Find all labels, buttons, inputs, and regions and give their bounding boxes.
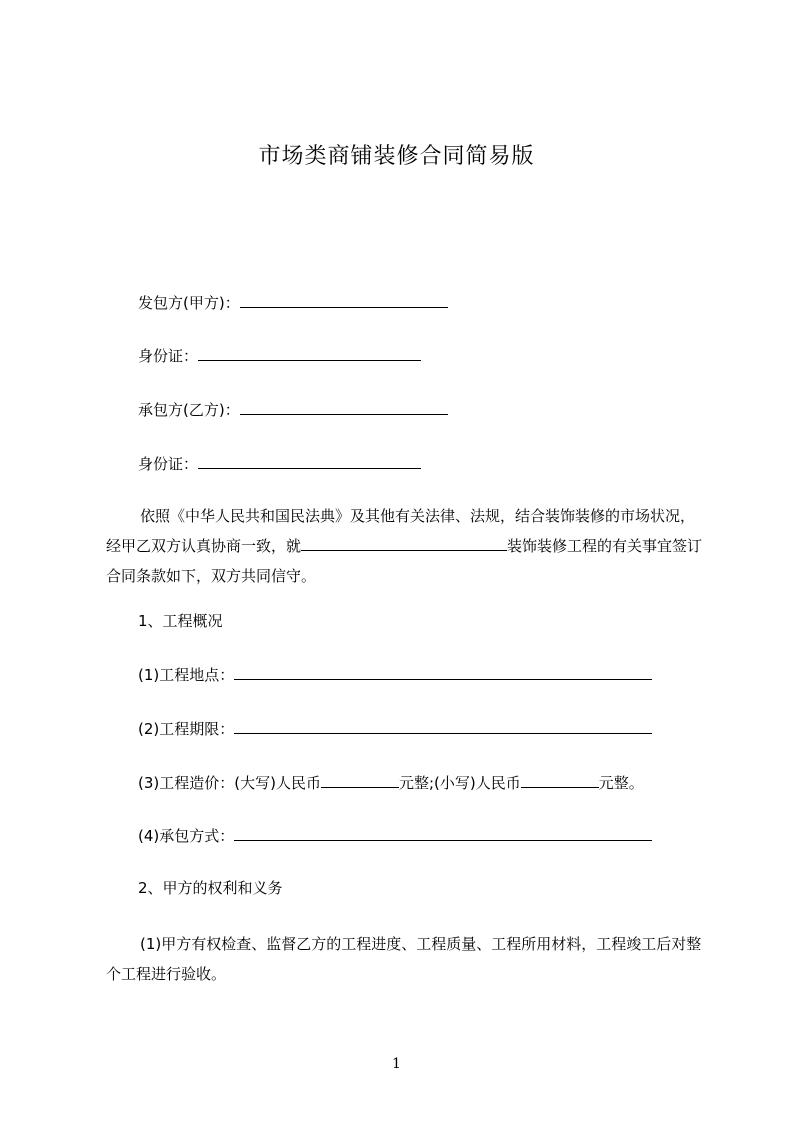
contract-method-field: [138, 824, 652, 847]
party-b-label: 承包方(乙方)：: [138, 401, 240, 419]
project-duration-field: [138, 717, 652, 740]
project-location-field: [138, 663, 652, 686]
cost-lowercase-blank[interactable]: [521, 771, 599, 788]
contract-method-label: (4)承包方式：: [138, 827, 235, 845]
cost-uppercase-blank[interactable]: [321, 771, 399, 788]
section-2-item-1: (1)甲方有权检查、监督乙方的工程进度、工程质量、工程所用材料，工程竣工后对整个工程进行验收。: [106, 935, 702, 983]
project-cost-mid: 元整;(小写)人民币: [398, 774, 521, 792]
project-location-blank[interactable]: [234, 663, 652, 680]
project-cost-label: (3)工程造价：(大写)人民币: [138, 774, 321, 792]
party-b-field: [138, 398, 448, 421]
project-duration-label: (2)工程期限：: [138, 720, 235, 738]
project-cost-field: [138, 771, 644, 794]
id-a-blank[interactable]: [198, 344, 421, 361]
id-b-label: 身份证：: [138, 455, 199, 473]
intro-text-2: 装饰装修工程的有关事宜签订合同条款如下，双方共同信守。: [106, 537, 703, 585]
party-a-field: [138, 291, 448, 314]
section-2-heading: 2、甲方的权利和义务: [138, 879, 283, 897]
intro-paragraph: [106, 501, 708, 591]
party-a-label: 发包方(甲方)：: [138, 294, 240, 312]
party-b-blank[interactable]: [240, 398, 448, 415]
id-b-field: [138, 452, 421, 475]
id-a-label: 身份证：: [138, 347, 199, 365]
project-duration-blank[interactable]: [234, 717, 652, 734]
id-a-field: [138, 344, 421, 367]
intro-text-1: 依照《中华人民共和国民法典》及其他有关法律、法规，结合装饰装修的市场状况，经甲乙双方认真协商一致，就: [106, 507, 696, 555]
contract-method-blank[interactable]: [234, 824, 652, 841]
id-b-blank[interactable]: [198, 452, 421, 469]
section-1-heading: 1、工程概况: [138, 612, 223, 630]
project-cost-suffix: 元整。: [598, 774, 644, 792]
page-number: 1: [392, 1056, 401, 1072]
document-title: 市场类商铺装修合同简易版: [258, 144, 535, 169]
project-location-label: (1)工程地点：: [138, 666, 235, 684]
project-name-blank[interactable]: [301, 534, 507, 551]
party-a-blank[interactable]: [240, 291, 448, 308]
